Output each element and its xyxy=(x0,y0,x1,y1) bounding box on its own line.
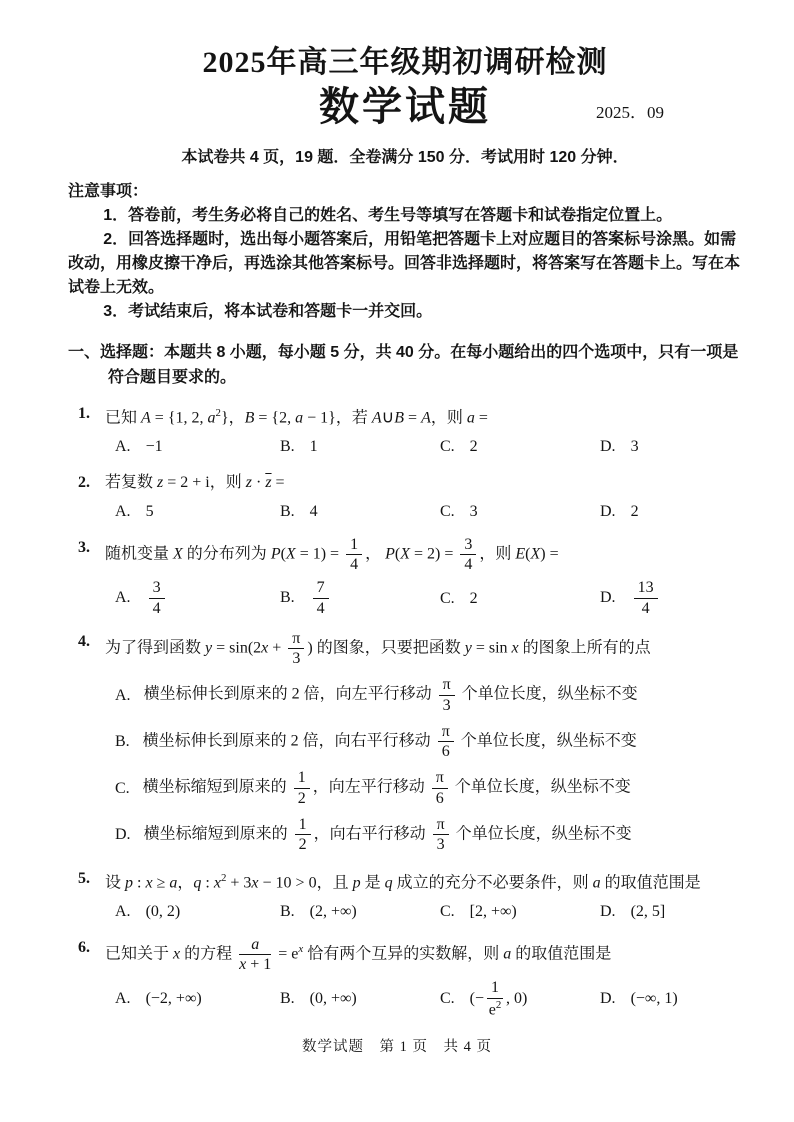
option-text: 5 xyxy=(145,502,154,520)
option-text: (−∞, 1) xyxy=(630,990,678,1008)
option-text: 3 xyxy=(630,437,639,455)
question-number: 4. xyxy=(78,632,90,650)
question-number: 5. xyxy=(78,869,90,887)
question-3-options xyxy=(115,578,742,618)
option-label: A. xyxy=(115,990,131,1008)
option-text: $\frac{3}{4}$ xyxy=(146,589,168,606)
question-5 xyxy=(68,866,742,924)
option-text: 2 xyxy=(469,589,478,607)
option-b xyxy=(280,899,440,924)
option-c xyxy=(440,586,600,611)
option-b xyxy=(280,578,440,618)
option-label: A. xyxy=(115,502,131,520)
option-label: A. xyxy=(115,902,131,920)
option-d xyxy=(600,986,742,1011)
question-text: 若复数 z = 2 + i，则 $z \cdot \overline{z}$ = xyxy=(105,473,285,491)
option-label: D. xyxy=(600,902,616,920)
option-label: D. xyxy=(115,826,131,844)
option-b xyxy=(280,434,440,459)
question-6-stem xyxy=(68,935,742,975)
notice-item-2: 2．回答选择题时，选出每小题答案后，用铅笔把答题卡上对应题目的答案标号涂黑。如需改动，用橡皮擦干净后，再选涂其他答案标号。回答非选择题时，将答案写在答题卡上。写在本试卷上无效。 xyxy=(68,230,741,296)
option-text: (− $\frac{1}{e^2}$ , 0) xyxy=(469,979,528,1018)
question-3-stem xyxy=(68,535,742,575)
option-c xyxy=(440,434,600,459)
option-label: C. xyxy=(440,589,455,607)
option-label: A. xyxy=(115,588,131,606)
notice-heading: 注意事项： xyxy=(68,182,149,200)
option-b xyxy=(115,722,742,762)
option-text: (0, 2) xyxy=(145,902,181,920)
question-6 xyxy=(68,935,742,1019)
question-1-stem xyxy=(68,401,742,430)
exam-title: 2025年高三年级期初调研检测 xyxy=(202,46,608,79)
question-number: 6. xyxy=(78,938,90,956)
option-label: B. xyxy=(115,733,130,751)
option-text: (2, +∞) xyxy=(309,902,357,920)
option-text: 2 xyxy=(469,437,478,455)
option-label: D. xyxy=(600,502,616,520)
option-d xyxy=(600,899,742,924)
paper-info-line: 本试卷共 4 页，19 题．全卷满分 150 分．考试用时 120 分钟． xyxy=(181,148,629,166)
option-text: (−2, +∞) xyxy=(145,990,202,1008)
option-d xyxy=(600,434,742,459)
question-4-stem xyxy=(68,629,742,669)
option-d xyxy=(115,815,742,855)
question-number: 2. xyxy=(78,473,90,491)
option-a xyxy=(115,499,280,524)
option-text: [2, +∞) xyxy=(469,902,517,920)
question-text: 已知 A = {1, 2, $a^2$}，B = {2, a − 1}，若 A∪B = A，则 a = xyxy=(105,406,488,427)
notice-item-1: 1．答卷前，考生务必将自己的姓名、考生号等填写在答题卡和试卷指定位置上。 xyxy=(103,206,673,224)
subject-title-row xyxy=(68,84,742,130)
option-c xyxy=(440,499,600,524)
option-text: (2, 5] xyxy=(630,902,666,920)
option-text: 1 xyxy=(309,437,318,455)
option-text: 横坐标缩短到原来的 $\frac{1}{2}$ ，向右平行移动 $\frac{\pi}{3}$ 个单位长度，纵坐标不变 xyxy=(143,816,632,854)
option-label: B. xyxy=(280,902,295,920)
question-text: 随机变量 X 的分布列为 P(X = 1) = $\frac{1}{4}$ ， P(X = 2) = $\frac{3}{4}$ ，则 E(X) = xyxy=(105,535,559,574)
question-1-options xyxy=(115,434,742,459)
option-label: D. xyxy=(600,437,616,455)
option-a xyxy=(115,899,280,924)
option-text: $\frac{7}{4}$ xyxy=(310,589,332,606)
option-c xyxy=(440,978,600,1019)
exam-date: 2025．09 xyxy=(596,102,664,122)
option-label: C. xyxy=(440,989,455,1007)
question-2 xyxy=(68,470,742,524)
option-label: B. xyxy=(280,437,295,455)
section-one-heading: 一、选择题：本题共 8 小题，每小题 5 分，共 40 分。在每小题给出的四个选项中，只有一项是符合题目要求的。 xyxy=(68,343,739,386)
question-6-options xyxy=(115,978,742,1019)
question-5-options xyxy=(115,899,742,924)
option-text: (0, +∞) xyxy=(309,990,357,1008)
option-c xyxy=(115,768,742,808)
option-label: B. xyxy=(280,990,295,1008)
option-label: A. xyxy=(115,437,131,455)
option-text: 横坐标伸长到原来的 2 倍，向左平行移动 $\frac{\pi}{3}$ 个单位长度，纵坐标不变 xyxy=(143,676,638,714)
question-1 xyxy=(68,401,742,459)
option-label: C. xyxy=(115,779,130,797)
option-d xyxy=(600,578,742,618)
option-label: B. xyxy=(280,588,295,606)
option-a xyxy=(115,578,280,618)
question-3 xyxy=(68,535,742,618)
option-b xyxy=(280,499,440,524)
option-text: 4 xyxy=(309,502,318,520)
question-number: 1. xyxy=(78,404,90,422)
subject-title: 数学试题 xyxy=(319,83,491,129)
option-text: −1 xyxy=(145,437,163,455)
question-text: 为了得到函数 y = sin(2x + $\frac{\pi}{3}$ ) 的图象，只要把函数 y = sin x 的图象上所有的点 xyxy=(105,629,651,668)
option-a xyxy=(115,675,742,715)
option-b xyxy=(280,986,440,1011)
question-4-options xyxy=(115,675,742,854)
option-text: $\frac{13}{4}$ xyxy=(631,589,661,606)
option-label: A. xyxy=(115,686,131,704)
option-label: C. xyxy=(440,502,455,520)
question-2-options xyxy=(115,499,742,524)
question-list xyxy=(68,401,742,1020)
notice-section xyxy=(68,180,742,324)
question-text: 已知关于 x 的方程 $\frac{a}{x + 1}$ = $e^x$ 恰有两个互异的实数解，则 a 的取值范围是 xyxy=(105,935,612,974)
option-text: 3 xyxy=(469,502,478,520)
option-label: C. xyxy=(440,902,455,920)
option-text: 横坐标缩短到原来的 $\frac{1}{2}$ ，向左平行移动 $\frac{\pi}{6}$ 个单位长度，纵坐标不变 xyxy=(142,769,631,807)
question-text: 设 p : x ≥ a，q : $x^2 + 3x - 10 > 0$，且 p 是 q 成立的充分不必要条件，则 a 的取值范围是 xyxy=(105,871,701,891)
page-footer: 数学试题 第 1 页 共 4 页 xyxy=(302,1039,492,1055)
question-number: 3. xyxy=(78,538,90,556)
option-label: D. xyxy=(600,990,616,1008)
option-a xyxy=(115,434,280,459)
option-d xyxy=(600,499,742,524)
option-a xyxy=(115,986,280,1011)
option-text: 横坐标伸长到原来的 2 倍，向右平行移动 $\frac{\pi}{6}$ 个单位长度，纵坐标不变 xyxy=(142,722,637,761)
question-5-stem xyxy=(68,866,742,895)
option-label: C. xyxy=(440,437,455,455)
option-c xyxy=(440,899,600,924)
question-2-stem xyxy=(68,470,742,495)
notice-item-3: 3．考试结束后，将本试卷和答题卡一并交回。 xyxy=(103,302,433,320)
option-text: 2 xyxy=(630,502,639,520)
option-label: D. xyxy=(600,588,616,606)
question-4 xyxy=(68,629,742,855)
option-label: B. xyxy=(280,502,295,520)
